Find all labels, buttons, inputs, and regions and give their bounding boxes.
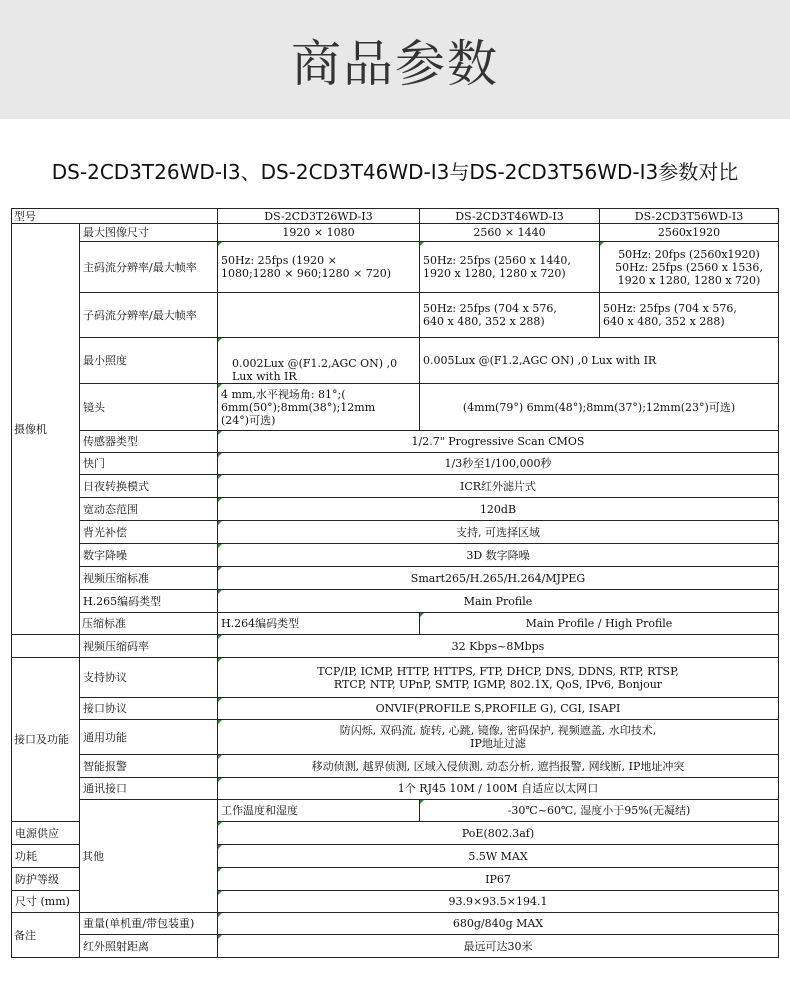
cell-value: 支持, 可选择区域 <box>218 521 779 544</box>
row-label: 日夜转换模式 <box>80 475 218 498</box>
table-row <box>12 755 779 778</box>
cell-value: 1/3秒至1/100,000秒 <box>218 453 779 475</box>
table-row <box>12 913 779 935</box>
table-row <box>12 935 779 958</box>
row-label: H.265编码类型 <box>80 590 218 613</box>
page-title: 商品参数 <box>291 35 499 93</box>
category-other: 其他 <box>80 800 218 913</box>
model-1: DS-2CD3T26WD-I3 <box>218 209 420 224</box>
table-row <box>12 635 779 658</box>
cell-value: 32 Kbps~8Mbps <box>218 635 779 658</box>
cell-value: 50Hz: 25fps (2560 x 1440, 1920 x 1280, 1280 x 720) <box>420 242 600 293</box>
row-label: 通讯接口 <box>80 778 218 800</box>
row-label: 最小照度 <box>80 338 218 384</box>
cell-value: 50Hz: 20fps (2560x1920) 50Hz: 25fps (2560 x 1536, 1920 x 1280, 1280 x 720) <box>600 242 779 293</box>
cell-value: 5.5W MAX <box>218 845 779 868</box>
category-interface: 接口及功能 <box>12 658 80 822</box>
cell-value: 1个 RJ45 10M / 100M 自适应以太网口 <box>218 778 779 800</box>
row-label: 重量(单机重/带包装重) <box>80 913 218 935</box>
cell-value: 防闪烁, 双码流, 旋转, 心跳, 镜像, 密码保护, 视频遮盖, 水印技术, IP地址过滤 <box>218 720 779 755</box>
cell-value: 3D 数字降噪 <box>218 544 779 567</box>
row-label: 尺寸 (mm) <box>12 891 80 913</box>
row-label: 传感器类型 <box>80 431 218 453</box>
cell-value: 93.9×93.5×194.1 <box>218 891 779 913</box>
row-label: 通用功能 <box>80 720 218 755</box>
table-row <box>12 544 779 567</box>
cell-value: Smart265/H.265/H.264/MJPEG <box>218 567 779 590</box>
row-label: 电源供应 <box>12 822 80 845</box>
cell-value: 50Hz: 25fps (704 x 576, 640 x 480, 352 x 288) <box>600 293 779 338</box>
table-row <box>12 338 779 384</box>
comparison-subtitle: DS-2CD3T26WD-I3、DS-2CD3T46WD-I3与DS-2CD3T56WD-I3参数对比 <box>51 160 739 184</box>
category-empty <box>12 635 80 658</box>
cell-value: 1/2.7" Progressive Scan CMOS <box>218 431 779 453</box>
row-label: H.264编码类型 <box>218 613 420 635</box>
row-label: 背光补偿 <box>80 521 218 544</box>
cell-value: IP67 <box>218 868 779 891</box>
table-row <box>12 453 779 475</box>
table-header-row <box>12 209 779 224</box>
table-row <box>12 720 779 755</box>
row-label: 视频压缩码率 <box>80 635 218 658</box>
cell-value: 50Hz: 25fps (704 x 576, 640 x 480, 352 x 288) <box>420 293 600 338</box>
spec-table <box>11 208 779 958</box>
cell-value: Main Profile <box>218 590 779 613</box>
cell-value: 最远可达30米 <box>218 935 779 958</box>
table-row <box>12 521 779 544</box>
cell-value: 0.005Lux @(F1.2,AGC ON) ,0 Lux with IR <box>420 338 779 384</box>
row-label: 宽动态范围 <box>80 498 218 521</box>
cell-value: PoE(802.3af) <box>218 822 779 845</box>
table-row <box>12 384 779 431</box>
table-row <box>12 431 779 453</box>
row-label: 主码流分辨率/最大帧率 <box>80 242 218 293</box>
cell-value: Main Profile / High Profile <box>420 613 779 635</box>
cell-value: 2560 × 1440 <box>420 224 600 242</box>
row-label: 红外照射距离 <box>80 935 218 958</box>
cell-value: 2560x1920 <box>600 224 779 242</box>
row-label: 智能报警 <box>80 755 218 778</box>
cell-value: 移动侦测, 越界侦测, 区域入侵侦测, 动态分析, 遮挡报警, 网线断, IP地址冲突 <box>218 755 779 778</box>
cell-value: 680g/840g MAX <box>218 913 779 935</box>
header-banner <box>0 0 790 119</box>
table-row <box>12 475 779 498</box>
row-label: 数字降噪 <box>80 544 218 567</box>
row-label: 最大图像尺寸 <box>80 224 218 242</box>
table-row <box>12 778 779 800</box>
table-row <box>12 567 779 590</box>
row-label: 工作温度和湿度 <box>218 800 420 822</box>
table-row <box>12 242 779 293</box>
cell-value: 1920 × 1080 <box>218 224 420 242</box>
cell-value: 0.002Lux @(F1.2,AGC ON) ,0 Lux with IR <box>218 338 420 384</box>
table-row <box>12 293 779 338</box>
row-label: 镜头 <box>80 384 218 431</box>
cell-value: 120dB <box>218 498 779 521</box>
category-compression: 压缩标准 <box>80 613 218 635</box>
cell-value: (4mm(79°) 6mm(48°);8mm(37°);12mm(23°)可选) <box>420 384 779 431</box>
model-3: DS-2CD3T56WD-I3 <box>600 209 779 224</box>
table-row <box>12 698 779 720</box>
row-label: 子码流分辨率/最大帧率 <box>80 293 218 338</box>
table-row <box>12 224 779 242</box>
row-label: 接口协议 <box>80 698 218 720</box>
row-label: 防护等级 <box>12 868 80 891</box>
table-row <box>12 658 779 698</box>
cell-value: ICR红外滤片式 <box>218 475 779 498</box>
cell-value: ONVIF(PROFILE S,PROFILE G), CGI, ISAPI <box>218 698 779 720</box>
table-row <box>12 590 779 613</box>
table-row <box>12 613 779 635</box>
category-remarks: 备注 <box>12 913 80 958</box>
header-label: 型号 <box>12 209 218 224</box>
category-camera: 摄像机 <box>12 224 80 635</box>
row-label: 支持协议 <box>80 658 218 698</box>
row-label: 视频压缩标准 <box>80 567 218 590</box>
cell-value <box>218 293 420 338</box>
model-2: DS-2CD3T46WD-I3 <box>420 209 600 224</box>
row-label: 功耗 <box>12 845 80 868</box>
cell-value: 50Hz: 25fps (1920 × 1080;1280 × 960;1280 × 720) <box>218 242 420 293</box>
table-row <box>12 800 779 822</box>
cell-value: TCP/IP, ICMP, HTTP, HTTPS, FTP, DHCP, DNS, DDNS, RTP, RTSP, RTCP, NTP, UPnP, SMTP, IGMP, 802.1X, QoS, IPv6, Bonjour <box>218 658 779 698</box>
row-label: 快门 <box>80 453 218 475</box>
cell-value: -30℃~60℃, 湿度小于95%(无凝结) <box>420 800 779 822</box>
cell-value: 4 mm,水平视场角: 81°;( 6mm(50°);8mm(38°);12mm (24°)可选) <box>218 384 420 431</box>
table-row <box>12 498 779 521</box>
